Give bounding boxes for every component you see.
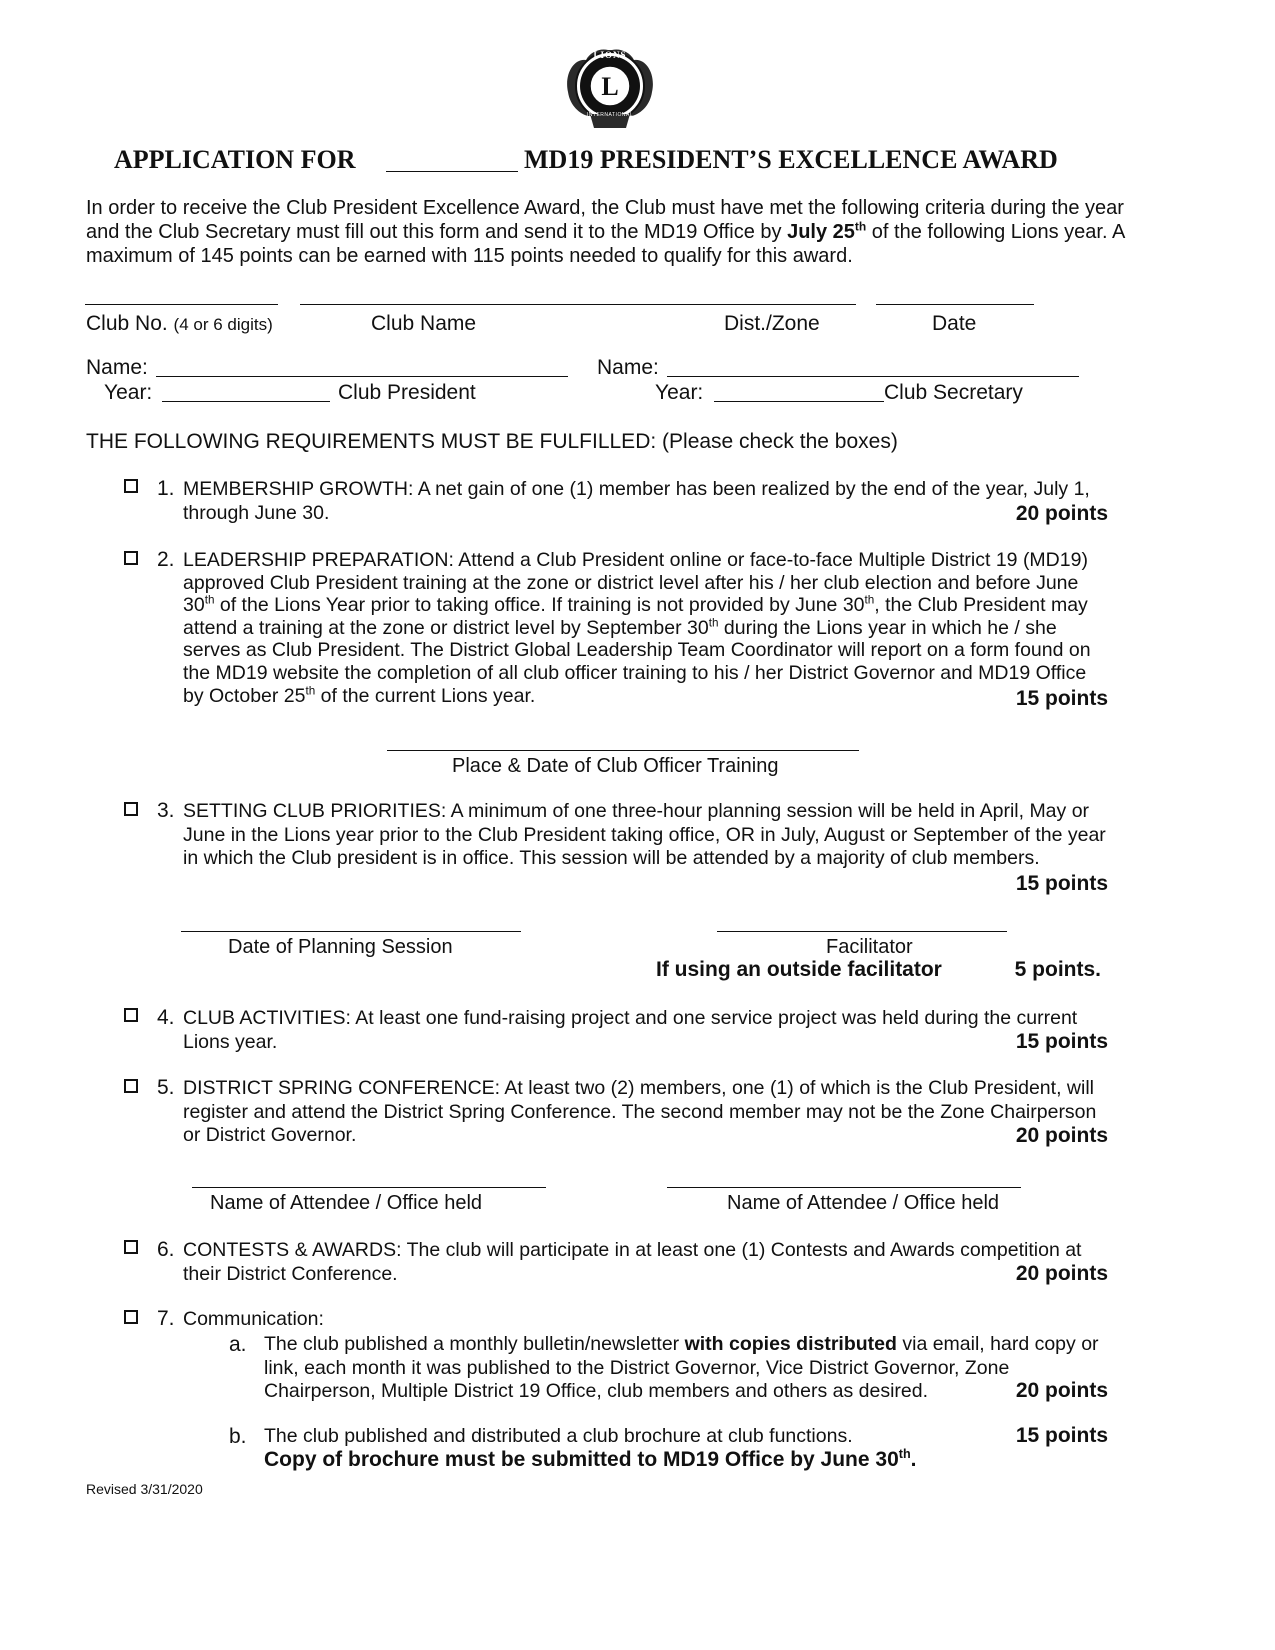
item-3-text: SETTING CLUB PRIORITIES: A minimum of one three-hour planning session will be held in April, May or June in the Lions year prior to the Club President taking office, OR in July, August or September of the year in which the Club president is in office. This session will be attended by a majority of club members. [183, 800, 1106, 869]
training-place-date-field[interactable] [387, 750, 859, 751]
outside-facilitator-points: 5 points. [1014, 958, 1101, 981]
item-7a-text: The club published a monthly bulletin/newsletter with copies distributed via email, hard copy or link, each month it was published to the District Governor, Vice District Governor, Zone Chairperson, Multiple District 19 Office, club members and others as desired. [264, 1333, 1099, 1402]
facilitator-field[interactable] [717, 931, 1007, 932]
title-right: MD19 PRESIDENT’S EXCELLENCE AWARD [524, 145, 1058, 174]
secretary-name-label: Name: [597, 356, 659, 379]
facilitator-label: Facilitator [826, 936, 913, 958]
item-7-number: 7. [157, 1307, 175, 1330]
requirements-heading: THE FOLLOWING REQUIREMENTS MUST BE FULFILLED: (Please check the boxes) [86, 430, 898, 453]
secretary-year-label: Year: [655, 381, 704, 404]
dist-zone-label: Dist./Zone [724, 312, 820, 335]
club-president-label: Club President [338, 381, 476, 404]
item-7-checkbox[interactable] [124, 1310, 138, 1324]
item-4-points: 15 points [1015, 1030, 1108, 1053]
brochure-deadline-note: Copy of brochure must be submitted to MD19 Office by June 30th. [264, 1447, 917, 1471]
logo-text-top: LIONS [593, 50, 627, 60]
planning-date-field[interactable] [181, 931, 521, 932]
intro-paragraph: In order to receive the Club President Excellence Award, the Club must have met the following criteria during the year and the Club Secretary must fill out this form and send it to the MD19 Office by July 25th of the following Lions year. A maximum of 145 points can be earned with 115 points needed to qualify for this award. [86, 197, 1126, 267]
club-name-label: Club Name [371, 312, 477, 335]
outside-facilitator-label: If using an outside facilitator [656, 958, 942, 981]
item-5-number: 5. [157, 1076, 175, 1099]
club-no-label: Club No. (4 or 6 digits) [86, 312, 273, 335]
item-4-checkbox[interactable] [124, 1008, 138, 1022]
award-level-blank[interactable] [386, 171, 518, 172]
attendee-1-field[interactable] [192, 1187, 546, 1188]
date-label: Date [932, 312, 977, 335]
training-place-date-label: Place & Date of Club Officer Training [452, 755, 779, 777]
planning-date-label: Date of Planning Session [228, 936, 453, 958]
club-secretary-label: Club Secretary [884, 381, 1023, 404]
lions-logo [560, 44, 660, 132]
item-7b-text: The club published and distributed a club brochure at club functions. [264, 1425, 853, 1447]
secretary-name-field[interactable] [667, 376, 1079, 377]
item-7a-points: 20 points [1015, 1379, 1108, 1402]
revised-date: Revised 3/31/2020 [86, 1481, 203, 1497]
logo-letter: L [601, 72, 619, 101]
item-1-text: MEMBERSHIP GROWTH: A net gain of one (1) member has been realized by the end of the year, July 1, through June 30. [183, 478, 1090, 524]
item-7b-points: 15 points [1015, 1424, 1108, 1447]
item-2-number: 2. [157, 548, 175, 571]
item-5-points: 20 points [1015, 1124, 1108, 1147]
date-field[interactable] [876, 304, 1034, 305]
item-5-text: DISTRICT SPRING CONFERENCE: At least two (2) members, one (1) of which is the Club President, will register and attend the District Spring Conference. The second member may not be the Zone Chairperson or District Governor. [183, 1077, 1097, 1146]
title-left: APPLICATION FOR [114, 145, 356, 174]
item-1-points: 20 points [1015, 502, 1108, 525]
item-7a-label: a. [229, 1333, 247, 1356]
attendee-1-label: Name of Attendee / Office held [210, 1192, 483, 1214]
item-1-checkbox[interactable] [124, 479, 138, 493]
item-7-text: Communication: [183, 1308, 324, 1330]
item-3-checkbox[interactable] [124, 802, 138, 816]
president-year-field[interactable] [162, 401, 330, 402]
president-name-label: Name: [86, 356, 148, 379]
secretary-year-field[interactable] [714, 401, 884, 402]
item-6-points: 20 points [1015, 1262, 1108, 1285]
item-3-number: 3. [157, 799, 175, 822]
item-2-points: 15 points [1015, 687, 1108, 710]
president-year-label: Year: [104, 381, 153, 404]
club-no-field[interactable] [85, 304, 278, 305]
item-7b-label: b. [229, 1425, 247, 1448]
item-6-text: CONTESTS & AWARDS: The club will participate in at least one (1) Contests and Awards competition at their District Conference. [183, 1239, 1082, 1285]
item-6-number: 6. [157, 1238, 175, 1261]
item-6-checkbox[interactable] [124, 1240, 138, 1254]
item-4-number: 4. [157, 1006, 175, 1029]
item-4-text: CLUB ACTIVITIES: At least one fund-raising project and one service project was held during the current Lions year. [183, 1007, 1078, 1053]
item-3-points: 15 points [1015, 872, 1108, 895]
item-5-checkbox[interactable] [124, 1079, 138, 1093]
item-2-text: LEADERSHIP PREPARATION: Attend a Club President online or face-to-face Multiple District 19 (MD19) approved Club President training at the zone or district level after his / her club election and before June 30th of the Lions Year prior to taking office. If training is not provided by June 30th, the Club President may attend a training at the zone or district level by September 30th during the Lions year in which he / she serves as Club President. The District Global Leadership Team Coordinator will report on a form found on the MD19 website the completion of all club officer training to his / her District Governor and MD19 Office by October 25th of the current Lions year. [183, 549, 1091, 707]
president-name-field[interactable] [156, 376, 568, 377]
logo-text-bottom: INTERNATIONAL [586, 112, 634, 118]
club-name-field[interactable] [300, 304, 856, 305]
attendee-2-label: Name of Attendee / Office held [727, 1192, 1000, 1214]
attendee-2-field[interactable] [667, 1187, 1021, 1188]
item-1-number: 1. [157, 477, 175, 500]
item-2-checkbox[interactable] [124, 551, 138, 565]
